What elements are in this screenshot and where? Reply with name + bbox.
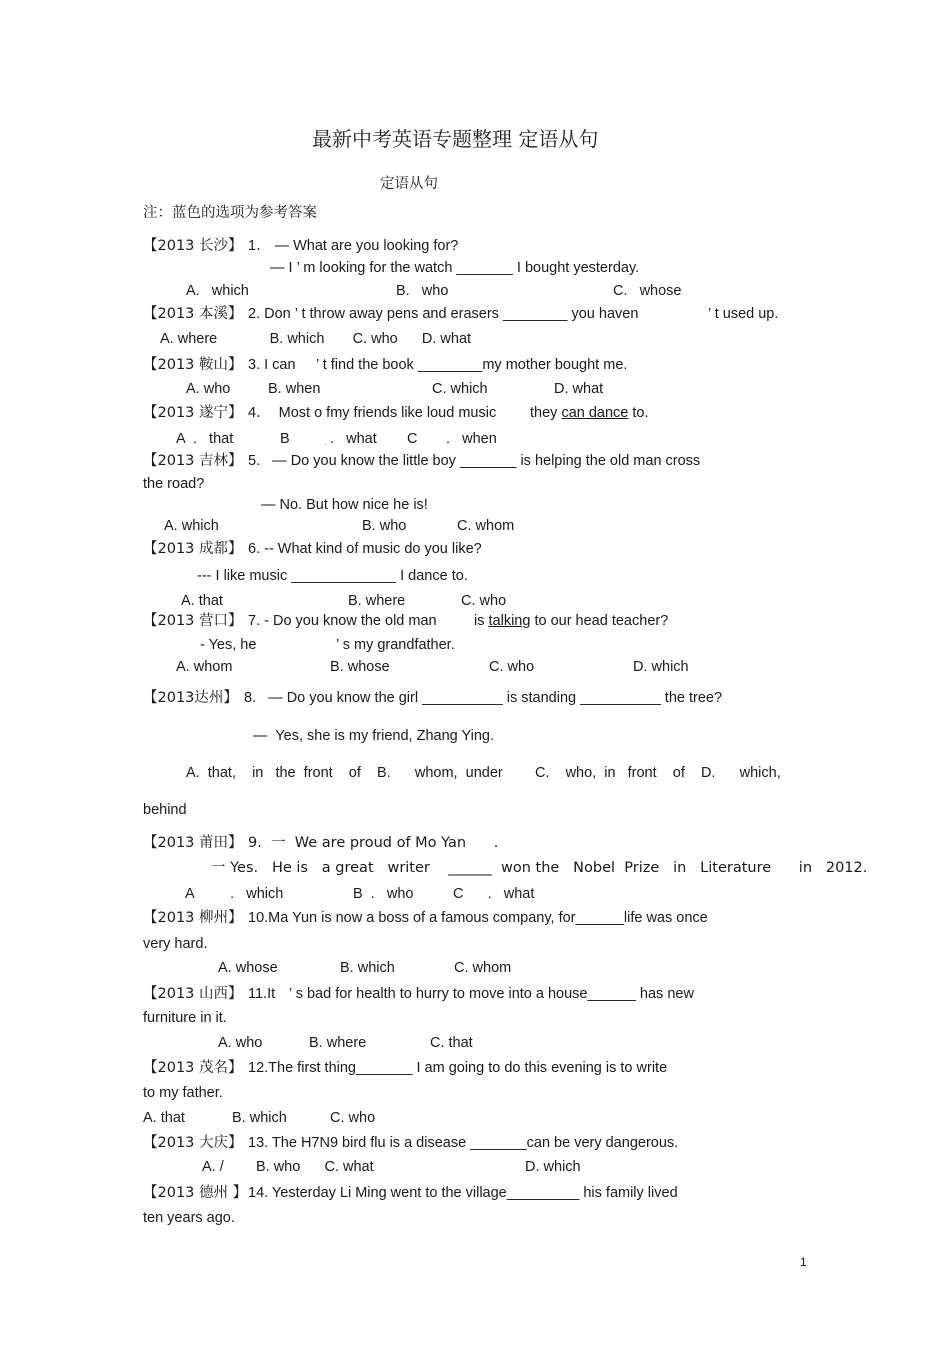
q11-stem: 11.It [248,986,276,1002]
q4-option-b-text: . what [330,431,377,447]
q5-stem: 5. — Do you know the little boy _______ is helping the old man cross [248,453,701,469]
q11-option-a: A. who [218,1035,263,1051]
q9-option-c: C . what [453,886,535,902]
q4-tail-1: they [530,405,562,421]
q10-source: 【2013 柳州】 [143,910,243,926]
q6-stem: 6. -- What kind of music do you like? [248,541,482,557]
q10-stem-line2: very hard. [143,936,208,952]
q5-option-b: B. who [362,518,407,534]
q1-option-b: B. who [396,283,449,299]
q14-source: 【2013 德州 】 [143,1185,248,1201]
q14-stem-line2: ten years ago. [143,1210,235,1226]
q3-option-c: C. which [432,381,488,397]
q4-option-a: A . that [176,431,234,447]
page-number: 1 [800,1255,807,1269]
q5-reply: — No. But how nice he is! [261,497,428,513]
q9-source: 【2013 莆田】 [143,835,243,851]
q5-stem-line2: the road? [143,476,205,492]
q13-source: 【2013 大庆】 [143,1135,243,1151]
q4-option-c-letter: C [407,431,418,447]
q3-option-b: B. when [268,381,321,397]
q3-stem-tail: ’ t find the book ________my mother bought me. [316,357,628,373]
q3-option-a: A. who [186,381,231,397]
q3-source: 【2013 鞍山】 [143,357,243,373]
q5-option-a: A. which [164,518,219,534]
q10-option-c: C. whom [454,960,512,976]
q8-options: A. that, in the front of B. whom, under C. who, in front of D. which, [186,765,781,781]
q1-reply: — I ’ m looking for the watch _______ I bought yesterday. [270,260,640,276]
q12-source: 【2013 茂名】 [143,1060,243,1076]
q7-reply: - Yes, he [200,637,257,653]
q6-option-c: C. who [461,593,507,609]
q12-option-c: C. who [330,1110,376,1126]
q4-option-c-text: . when [446,431,497,447]
q1-stem: 1． — What are you looking for? [248,238,459,254]
q14-stem: 14. Yesterday Li Ming went to the village_________ his family lived [248,1185,678,1201]
q5-source: 【2013 吉林】 [143,453,243,469]
q8-source: 【2013达州】 [143,690,238,706]
q7-reply-tail: ’ s my grandfather. [336,637,455,653]
q4-stem-tail [530,404,649,422]
q11-option-b: B. where [309,1035,367,1051]
q7-option-b: B. whose [330,659,390,675]
page-subtitle: 定语从句 [380,176,438,192]
q3-option-d: D. what [554,381,604,397]
q7-source: 【2013 营口】 [143,613,243,629]
q10-option-a: A. whose [218,960,278,976]
q7-option-a: A. whom [176,659,233,675]
q11-stem-line2: furniture in it. [143,1010,227,1026]
q13-stem: 13. The H7N9 bird flu is a disease _______can be very dangerous. [248,1135,679,1151]
q7-stem-tail [474,612,668,630]
q1-option-a: A. which [186,283,249,299]
q6-source: 【2013 成都】 [143,541,243,557]
q1-option-c: C. whose [613,283,682,299]
q2-options: A. where B. which C. who D. what [160,331,472,347]
q7-tail-underlined: talking [488,613,531,629]
answer-note: 注：蓝色的选项为参考答案 [143,205,317,221]
q13-option-d: D. which [525,1159,581,1175]
q9-stem: 9. 一 We are proud of Mo Yan . [248,835,499,851]
q8-stem: 8. — Do you know the girl __________ is standing __________ the tree? [244,690,723,706]
q11-source: 【2013 山西】 [143,986,243,1002]
q9-reply: 一 Yes. He is a great writer ______ won the Nobel Prize in Literature in 2012. [211,860,868,876]
q8-reply: — Yes, she is my friend, Zhang Ying. [253,728,494,744]
q4-tail-2: to. [628,405,649,421]
q4-tail-underlined: can dance [561,405,629,421]
q12-option-b: B. which [232,1110,287,1126]
q7-tail-1: is [474,613,489,629]
q4-source: 【2013 遂宁】 [143,405,243,421]
q2-source: 【2013 本溪】 [143,306,243,322]
q8-options-line2: behind [143,802,187,818]
q7-stem: 7. - Do you know the old man [248,613,437,629]
q10-option-b: B. which [340,960,395,976]
q10-stem: 10.Ma Yun is now a boss of a famous company, for______life was once [248,910,708,926]
q6-reply: --- I like music _____________ I dance to. [197,568,468,584]
q12-option-a: A. that [143,1110,185,1126]
q2-stem-tail: ’ t used up. [708,306,779,322]
q12-stem: 12.The first thing_______ I am going to do this evening is to write [248,1060,668,1076]
q4-option-b-mark: . [324,437,327,448]
q7-tail-2: to our head teacher? [530,613,669,629]
q13-options: A. / B. who C. what [202,1159,374,1175]
q12-stem-line2: to my father. [143,1085,223,1101]
q9-option-a: A . which [185,886,284,902]
page-title: 最新中考英语专题整理 定语从句 [312,127,599,151]
q9-option-b: B . who [353,886,414,902]
q2-stem: 2. Don ’ t throw away pens and erasers ________ you haven [248,306,639,322]
q7-option-d: D. which [633,659,689,675]
q11-stem-tail: ’ s bad for health to hurry to move into a house______ has new [289,986,694,1002]
q6-option-a: A. that [181,593,223,609]
q4-stem: 4． Most o fmy friends like loud music [248,405,497,421]
q3-stem: 3. I can [248,357,296,373]
q5-option-c: C. whom [457,518,515,534]
q4-option-b-letter: B [280,431,290,447]
q11-option-c: C. that [430,1035,473,1051]
q1-source: 【2013 长沙】 [143,238,243,254]
q7-option-c: C. who [489,659,535,675]
q6-option-b: B. where [348,593,406,609]
